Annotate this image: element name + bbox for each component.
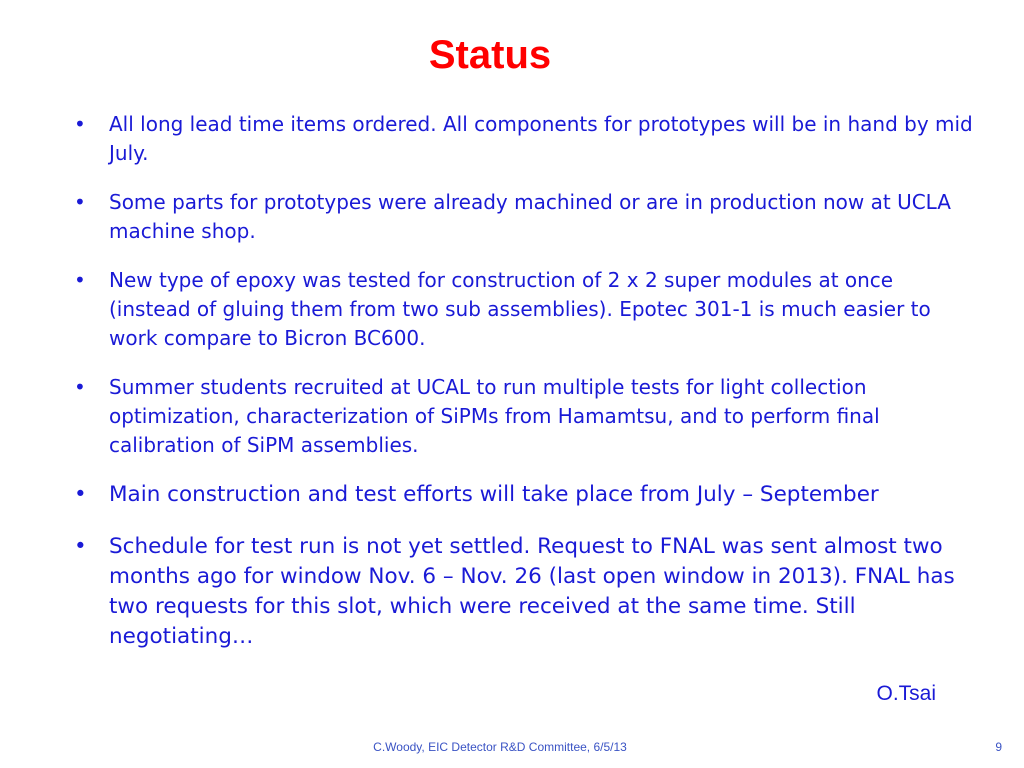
bullet-icon: •: [74, 190, 86, 214]
bullet-icon: •: [74, 375, 86, 399]
bullet-item: [74, 532, 974, 652]
bullet-text: All long lead time items ordered. All components for prototypes will be in hand by mid July.: [109, 112, 973, 165]
bullet-text: Schedule for test run is not yet settled. Request to FNAL was sent almost two months ago for window Nov. 6 – Nov. 26 (last open window in 2013). FNAL has two requests for this slot, which were received at the same time. Still negotiating…: [109, 534, 955, 649]
bullet-icon: •: [74, 112, 86, 136]
bullet-text: Main construction and test efforts will take place from July – September: [109, 482, 879, 507]
slide-title: Status: [428, 33, 552, 77]
bullet-item: [74, 188, 974, 246]
bullet-text: Summer students recruited at UCAL to run multiple tests for light collection optimization, characterization of SiPMs from Hamamtsu, and to perform final calibration of SiPM assemblies.: [109, 375, 880, 457]
bullet-text: Some parts for prototypes were already machined or are in production now at UCLA machine shop.: [109, 190, 951, 243]
bullet-item: [74, 266, 974, 353]
page-number: 9: [995, 740, 1002, 754]
bullet-icon: •: [74, 268, 86, 292]
author-credit: O.Tsai: [876, 682, 936, 705]
bullet-list: [74, 110, 974, 674]
slide-footer: C.Woody, EIC Detector R&D Committee, 6/5/13: [373, 740, 627, 754]
bullet-icon: •: [74, 482, 87, 507]
bullet-item: [74, 480, 974, 510]
bullet-text: New type of epoxy was tested for construction of 2 x 2 super modules at once (instead of gluing them from two sub assemblies). Epotec 301-1 is much easier to work compare to Bicron BC600.: [109, 268, 931, 350]
bullet-icon: •: [74, 534, 87, 559]
bullet-item: [74, 110, 974, 168]
bullet-item: [74, 373, 974, 460]
